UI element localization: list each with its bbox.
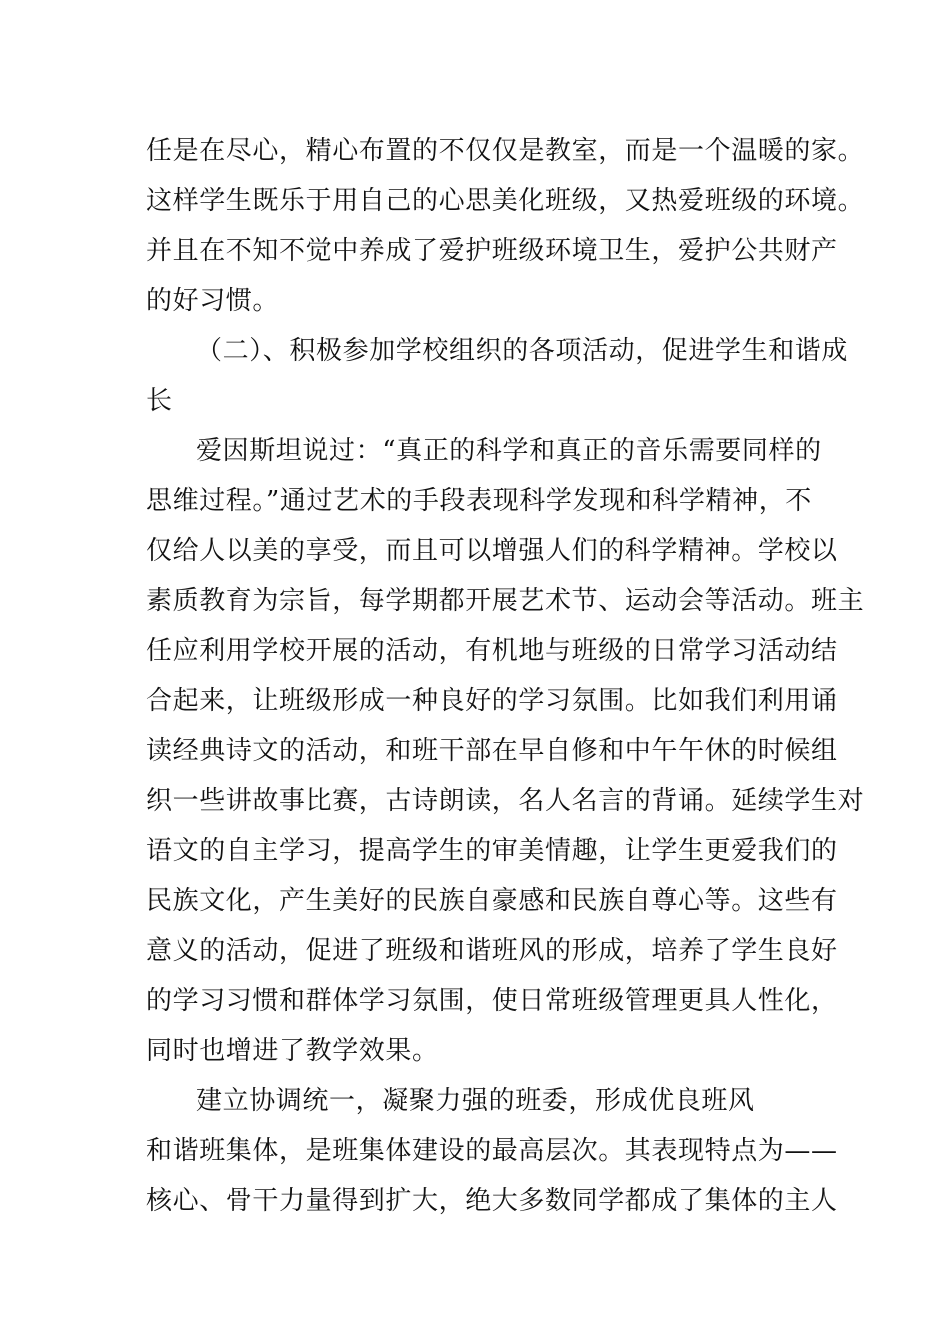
text-line: 思维过程。”通过艺术的手段表现科学发现和科学精神，不	[146, 486, 812, 516]
text-line: 合起来，让班级形成一种良好的学习氛围。比如我们利用诵	[146, 686, 838, 716]
text-line: 和谐班集体，是班集体建设的最高层次。其表现特点为——	[146, 1136, 838, 1166]
text-line: 仅给人以美的享受，而且可以增强人们的科学精神。学校以	[146, 536, 838, 566]
section-heading: （二）、积极参加学校组织的各项活动，促进学生和谐成	[196, 336, 849, 366]
text-line: 意义的活动，促进了班级和谐班风的形成，培养了学生良好	[146, 936, 838, 966]
text-line: 并且在不知不觉中养成了爱护班级环境卫生，爱护公共财产	[146, 236, 838, 266]
text-line: 素质教育为宗旨，每学期都开展艺术节、运动会等活动。班主	[146, 586, 865, 616]
text-line: 这样学生既乐于用自己的心思美化班级，又热爱班级的环境。	[146, 186, 865, 216]
text-line: 任是在尽心，精心布置的不仅仅是教室，而是一个温暖的家。	[146, 136, 865, 166]
section-heading-continued: 长	[146, 386, 173, 416]
text-line: 同时也增进了教学效果。	[146, 1036, 439, 1066]
text-line: 语文的自主学习，提高学生的审美情趣，让学生更爱我们的	[146, 836, 838, 866]
text-line: 的好习惯。	[146, 286, 280, 316]
text-line: 建立协调统一，凝聚力强的班委，形成优良班风	[196, 1086, 755, 1116]
text-line: 的学习习惯和群体学习氛围，使日常班级管理更具人性化，	[146, 986, 838, 1016]
text-line: 读经典诗文的活动，和班干部在早自修和中午午休的时候组	[146, 736, 838, 766]
text-line: 织一些讲故事比赛，古诗朗读，名人名言的背诵。延续学生对	[146, 786, 865, 816]
text-line: 任应利用学校开展的活动，有机地与班级的日常学习活动结	[146, 636, 838, 666]
text-line: 核心、骨干力量得到扩大，绝大多数同学都成了集体的主人	[146, 1186, 838, 1216]
text-line: 民族文化，产生美好的民族自豪感和民族自尊心等。这些有	[146, 886, 838, 916]
text-line: 爱因斯坦说过：“真正的科学和真正的音乐需要同样的	[196, 436, 822, 466]
